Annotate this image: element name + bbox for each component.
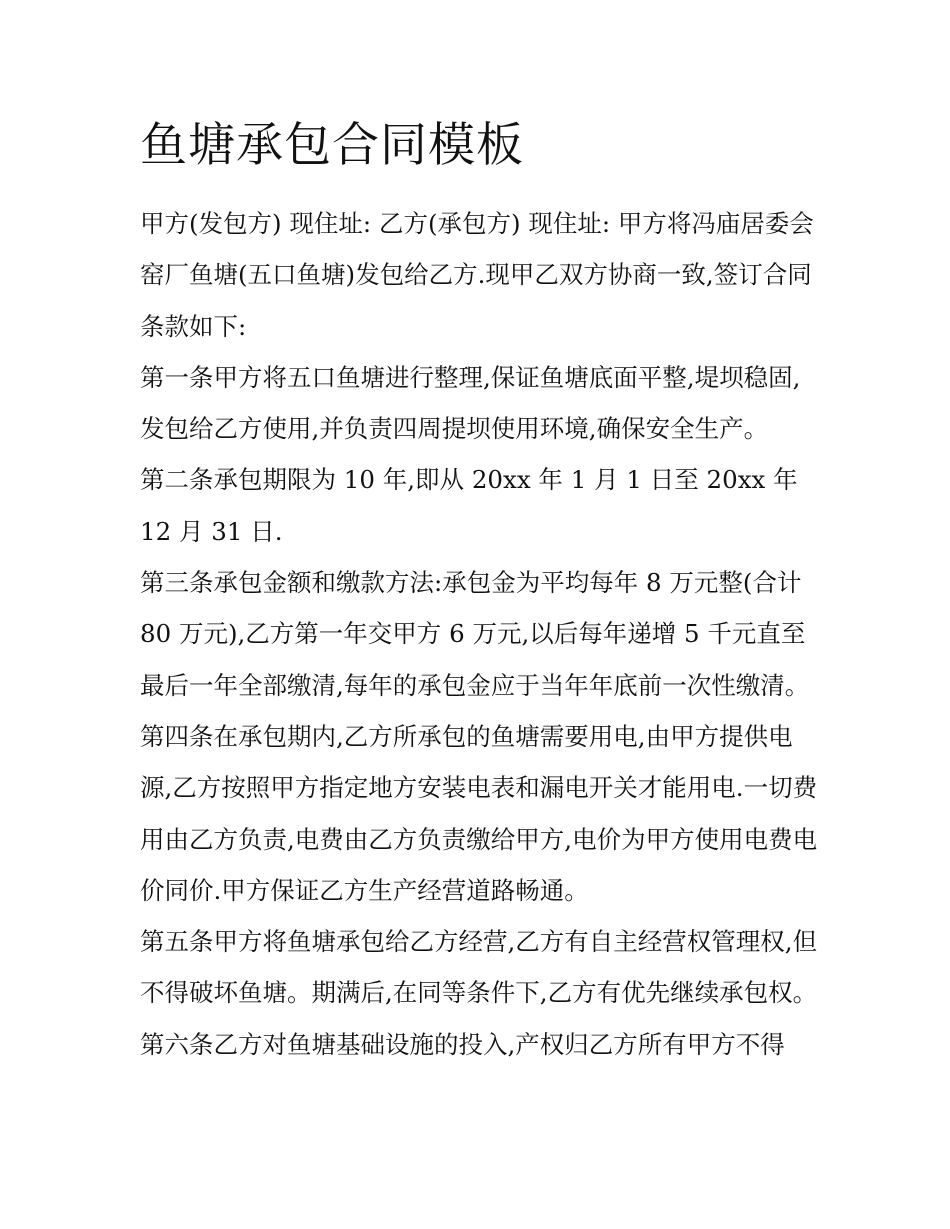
paragraph-article-3: 第三条承包金额和缴款方法:承包金为平均每年 8 万元整(合计 80 万元),乙方第一年交甲方 6 万元,以后每年递增 5 千元直至最后一年全部缴清,每年的承包金应于当年年底前一次性缴清。 xyxy=(140,568,810,700)
paragraph-preamble: 甲方(发包方) 现住址: 乙方(承包方) 现住址: 甲方将冯庙居委会窑厂鱼塘(五口鱼塘)发包给乙方.现甲乙双方协商一致,签订合同条款如下: xyxy=(140,209,814,341)
paragraph-article-1: 第一条甲方将五口鱼塘进行整理,保证鱼塘底面平整,堤坝稳固,发包给乙方使用,并负责四周提坝使用环境,确保安全生产。 xyxy=(140,362,801,444)
document-title: 鱼塘承包合同模板 xyxy=(140,118,524,173)
paragraph-article-4: 第四条在承包期内,乙方所承包的鱼塘需要用电,由甲方提供电源,乙方按照甲方指定地方安装电表和漏电开关才能用电.一切费用由乙方负责,电费由乙方负责缴给甲方,电价为甲方使用电费电价同价.甲方保证乙方生产经营道路畅通。 xyxy=(140,721,818,905)
paragraph-article-2: 第二条承包期限为 10 年,即从 20xx 年 1 月 1 日至 20xx 年 12 月 31 日. xyxy=(140,465,798,546)
document-body xyxy=(140,112,820,1070)
paragraph-article-6: 第六条乙方对鱼塘基础设施的投入,产权归乙方所有甲方不得 xyxy=(140,1029,785,1059)
paragraph-article-5: 第五条甲方将鱼塘承包给乙方经营,乙方有自主经营权管理权,但不得破坏鱼塘。期满后,在同等条件下,乙方有优先继续承包权。 xyxy=(140,927,818,1008)
